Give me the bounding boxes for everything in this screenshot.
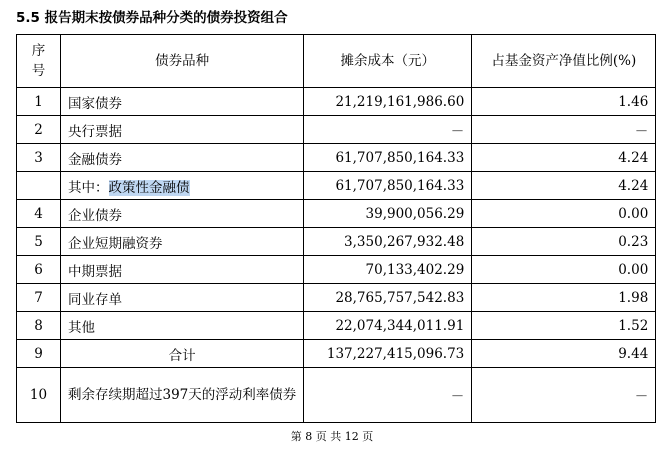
row-no: 10 <box>17 368 61 423</box>
row-type: 中期票据 <box>61 256 304 284</box>
table-row <box>17 200 656 228</box>
row-ratio: － <box>472 368 656 423</box>
table-row <box>17 256 656 284</box>
table-row-total <box>17 340 656 368</box>
row-ratio: 0.23 <box>472 228 656 256</box>
table-row <box>17 116 656 144</box>
row-cost: 61,707,850,164.33 <box>304 144 472 172</box>
row-type <box>61 172 304 200</box>
row-type: 企业短期融资券 <box>61 228 304 256</box>
table-row <box>17 144 656 172</box>
header-bond-type: 债券品种 <box>61 35 304 88</box>
row-cost: － <box>304 116 472 144</box>
row-cost: － <box>304 368 472 423</box>
row-cost: 21,219,161,986.60 <box>304 88 472 116</box>
row-ratio: 0.00 <box>472 200 656 228</box>
row-type: 央行票据 <box>61 116 304 144</box>
bond-portfolio-table <box>16 34 656 423</box>
row-type: 合计 <box>61 340 304 368</box>
row-ratio: 4.24 <box>472 172 656 200</box>
row-type: 金融债券 <box>61 144 304 172</box>
row-ratio: 9.44 <box>472 340 656 368</box>
row-cost: 61,707,850,164.33 <box>304 172 472 200</box>
row-cost: 22,074,344,011.91 <box>304 312 472 340</box>
row-ratio: 4.24 <box>472 144 656 172</box>
row-cost: 137,227,415,096.73 <box>304 340 472 368</box>
row-cost: 28,765,757,542.83 <box>304 284 472 312</box>
row-type: 企业债券 <box>61 200 304 228</box>
row-no <box>17 172 61 200</box>
row-no: 7 <box>17 284 61 312</box>
row-cost: 3,350,267,932.48 <box>304 228 472 256</box>
row-cost: 70,133,402.29 <box>304 256 472 284</box>
row-ratio: 0.00 <box>472 256 656 284</box>
page-footer: 第 8 页 共 12 页 <box>290 430 374 443</box>
row-no: 5 <box>17 228 61 256</box>
row-ratio: 1.46 <box>472 88 656 116</box>
row-ratio: 1.98 <box>472 284 656 312</box>
header-nav-ratio: 占基金资产净值比例(%) <box>472 35 656 88</box>
table-row <box>17 88 656 116</box>
row-no: 8 <box>17 312 61 340</box>
row-type: 国家债券 <box>61 88 304 116</box>
section-title: 5.5 报告期末按债券品种分类的债券投资组合 <box>16 10 288 26</box>
table-row <box>17 172 656 200</box>
header-no: 序 号 <box>17 35 61 88</box>
row-type: 同业存单 <box>61 284 304 312</box>
row-no: 4 <box>17 200 61 228</box>
row-ratio: 1.52 <box>472 312 656 340</box>
row-ratio: － <box>472 116 656 144</box>
row-no: 3 <box>17 144 61 172</box>
row-no: 2 <box>17 116 61 144</box>
table-header-row <box>17 35 656 88</box>
row-type: 其他 <box>61 312 304 340</box>
row-no: 9 <box>17 340 61 368</box>
row-cost: 39,900,056.29 <box>304 200 472 228</box>
header-amortized-cost: 摊余成本（元） <box>304 35 472 88</box>
row-type-prefix: 其中： <box>68 179 109 196</box>
row-type-highlighted-text[interactable]: 政策性金融债 <box>108 179 190 196</box>
row-type: 剩余存续期超过397天的浮动利率债券 <box>61 368 304 423</box>
row-no: 6 <box>17 256 61 284</box>
row-no: 1 <box>17 88 61 116</box>
table-row <box>17 228 656 256</box>
table-row <box>17 284 656 312</box>
table-row <box>17 368 656 423</box>
table-row <box>17 312 656 340</box>
